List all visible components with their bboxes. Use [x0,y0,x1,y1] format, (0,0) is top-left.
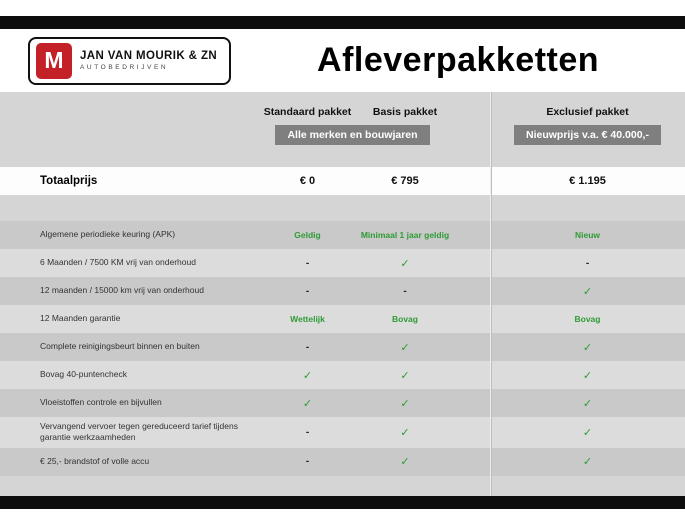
row-value: - [403,285,407,297]
column-headers [0,106,685,118]
row-value: - [305,341,310,353]
row-value: Bovag [574,314,601,324]
top-divider-bar [0,16,685,29]
dealer-subtitle: AUTOBEDRIJVEN [80,64,169,71]
table-row [0,221,685,249]
row-label: € 25,- brandstof of volle accu [40,456,150,467]
table-row [0,417,685,448]
badge-nieuwprijs: Nieuwprijs v.a. € 40.000,- [514,125,661,145]
table-row [0,249,685,277]
row-label: Bovag 40-puntencheck [40,369,127,380]
checkmark-icon: ✓ [400,426,410,439]
checkmark-icon: ✓ [400,397,410,410]
price-row-label: Totaalprijs [40,175,98,187]
logo-text [80,50,217,71]
page-header [0,29,685,92]
bottom-margin [0,509,685,514]
table-row [0,333,685,361]
row-value: - [585,257,590,269]
row-label: 6 Maanden / 7500 KM vrij van onderhoud [40,257,196,268]
row-label: Vloeistoffen controle en bijvullen [40,397,162,408]
checkmark-icon: ✓ [302,369,313,382]
table-row [0,389,685,417]
row-label: 12 maanden / 15000 km vrij van onderhoud [40,285,204,296]
logo-monogram: M [44,47,64,73]
checkmark-icon: ✓ [400,341,410,354]
table-row [0,277,685,305]
table-row [0,361,685,389]
checkmark-icon: ✓ [302,397,313,410]
row-value: - [305,456,310,468]
table-row [0,448,685,476]
table-row [0,305,685,333]
price-basis: € 795 [391,175,419,187]
dealer-logo [28,37,231,85]
row-value: - [305,257,310,269]
page-title: Afleverpakketten [317,41,600,79]
row-label: Algemene periodieke keuring (APK) [40,229,176,240]
price-standaard: € 0 [299,175,316,187]
checkmark-icon: ✓ [400,257,410,270]
price-row [0,167,685,195]
column-header-standaard: Standaard pakket [263,106,352,118]
row-value: - [305,426,310,438]
row-value: Nieuw [574,230,601,240]
checkmark-icon: ✓ [582,397,593,410]
checkmark-icon: ✓ [582,341,593,354]
dealer-name: JAN VAN MOURIK & ZN [80,50,218,62]
checkmark-icon: ✓ [400,456,410,469]
column-divider [490,92,492,496]
top-margin [0,0,685,16]
row-value: Geldig [294,230,321,240]
checkmark-icon: ✓ [582,426,593,439]
column-header-exclusief: Exclusief pakket [546,106,629,118]
row-label: 12 Maanden garantie [40,313,121,324]
price-exclusief: € 1.195 [569,175,606,187]
row-label: Complete reinigingsbeurt binnen en buiten [40,341,200,352]
badge-alle-merken: Alle merken en bouwjaren [275,125,429,145]
packages-table [0,92,685,496]
row-value: - [305,285,310,297]
bottom-divider-bar [0,496,685,509]
row-value: Wettelijk [290,314,325,324]
row-label: Vervangend vervoer tegen gereduceerd tarief tijdens garantie werkzaamheden [40,421,238,443]
row-value: Bovag [392,314,418,324]
checkmark-icon: ✓ [582,369,593,382]
column-header-basis: Basis pakket [372,106,438,118]
logo-m-icon [36,43,72,79]
table-rows [0,221,685,476]
row-value: Minimaal 1 jaar geldig [360,230,450,240]
checkmark-icon: ✓ [582,456,593,469]
column-badges [0,125,685,145]
checkmark-icon: ✓ [582,285,593,298]
checkmark-icon: ✓ [400,369,410,382]
